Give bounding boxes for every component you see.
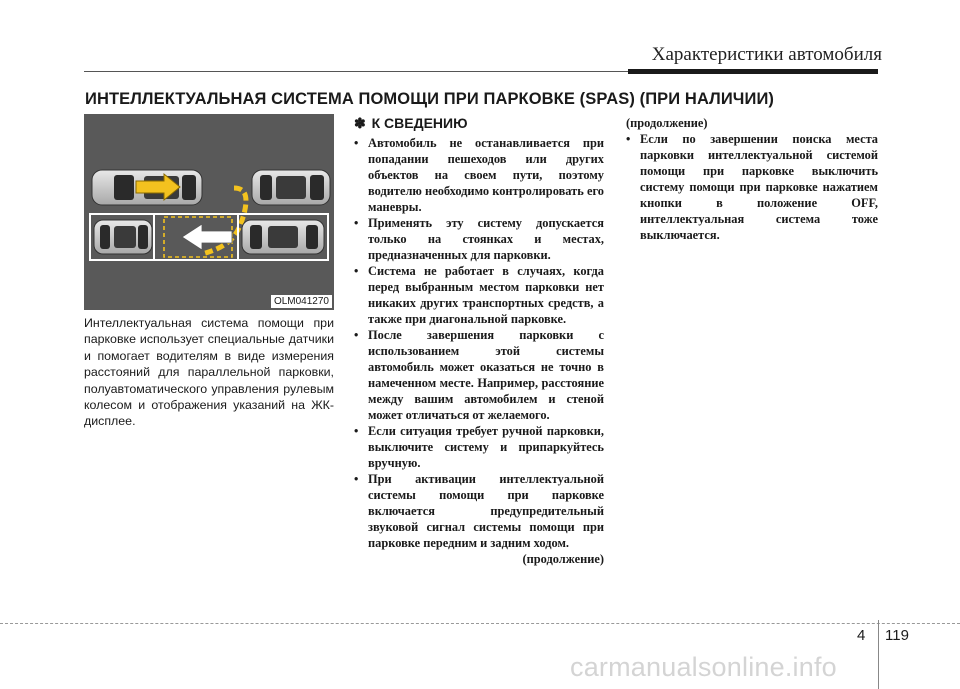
figure-code: OLM041270: [271, 295, 332, 308]
chapter-number: 4: [857, 627, 866, 644]
note-item: • После завершения парковки с использованием этой системы автомобиль может оказаться не точно в намеченном месте. Например, расстояние между вашим автомобилем и стеной может отличаться от желаемого.: [354, 327, 604, 423]
page-divider: [878, 620, 879, 689]
front-car: [252, 170, 330, 205]
parked-car-right: [242, 220, 324, 254]
note-item: • Если ситуация требует ручной парковки, выключите систему и припаркуйтесь вручную.: [354, 423, 604, 471]
header-rule-accent: [628, 69, 878, 74]
parking-diagram: [84, 114, 334, 310]
note-continuation-column: [626, 115, 878, 243]
section-title: ИНТЕЛЛЕКТУАЛЬНАЯ СИСТЕМА ПОМОЩИ ПРИ ПАРКОВКЕ (SPAS) (ПРИ НАЛИЧИИ): [85, 90, 775, 108]
note-item: • При активации интеллектуальной системы помощи при парковке включается предупредительный звуковой сигнал системы помощи при парковке передним и задним ходом.: [354, 471, 604, 551]
footer-rule: [0, 623, 960, 624]
page-number: 119: [885, 627, 909, 644]
watermark: carmanualsonline.info: [570, 652, 837, 682]
note-column: [354, 115, 604, 567]
note-item: • Применять эту систему допускается только на стоянках и местах, предназначенных для парковки.: [354, 215, 604, 263]
note-list-continued: [626, 131, 878, 243]
header-title: Характеристики автомобиля: [651, 44, 882, 65]
note-list: [354, 135, 604, 551]
parking-illustration: [84, 114, 334, 310]
note-item: • Если по завершении поиска места парковки интеллектуальной системой помощи при парковке выключить систему помощи при парковке нажатием кнопки в положение OFF, интеллектуальная система тоже выключается.: [626, 131, 878, 243]
note-item: • Автомобиль не останавливается при попадании пешеходов или других объектов на своем пути, поэтому водителю необходимо контролировать его маневры.: [354, 135, 604, 215]
continued-label: (продолжение): [522, 552, 604, 566]
note-star-icon: ✽: [354, 115, 366, 131]
note-heading-label: К СВЕДЕНИЮ: [371, 115, 468, 131]
parked-car-left: [94, 220, 152, 254]
continued-from-label: (продолжение): [626, 116, 708, 130]
note-heading: [354, 115, 604, 131]
figure-caption: Интеллектуальная система помощи при парковке использует специальные датчики и помогает водителям в виде измерения расстояний для параллельной парковки, полуавтоматического управления рулевым колесом и отображения указаний на ЖК-дисплее.: [84, 316, 334, 429]
note-item: • Система не работает в случаях, когда перед выбранным местом парковки нет никаких других транспортных средств, а также при диагональной парковке.: [354, 263, 604, 327]
